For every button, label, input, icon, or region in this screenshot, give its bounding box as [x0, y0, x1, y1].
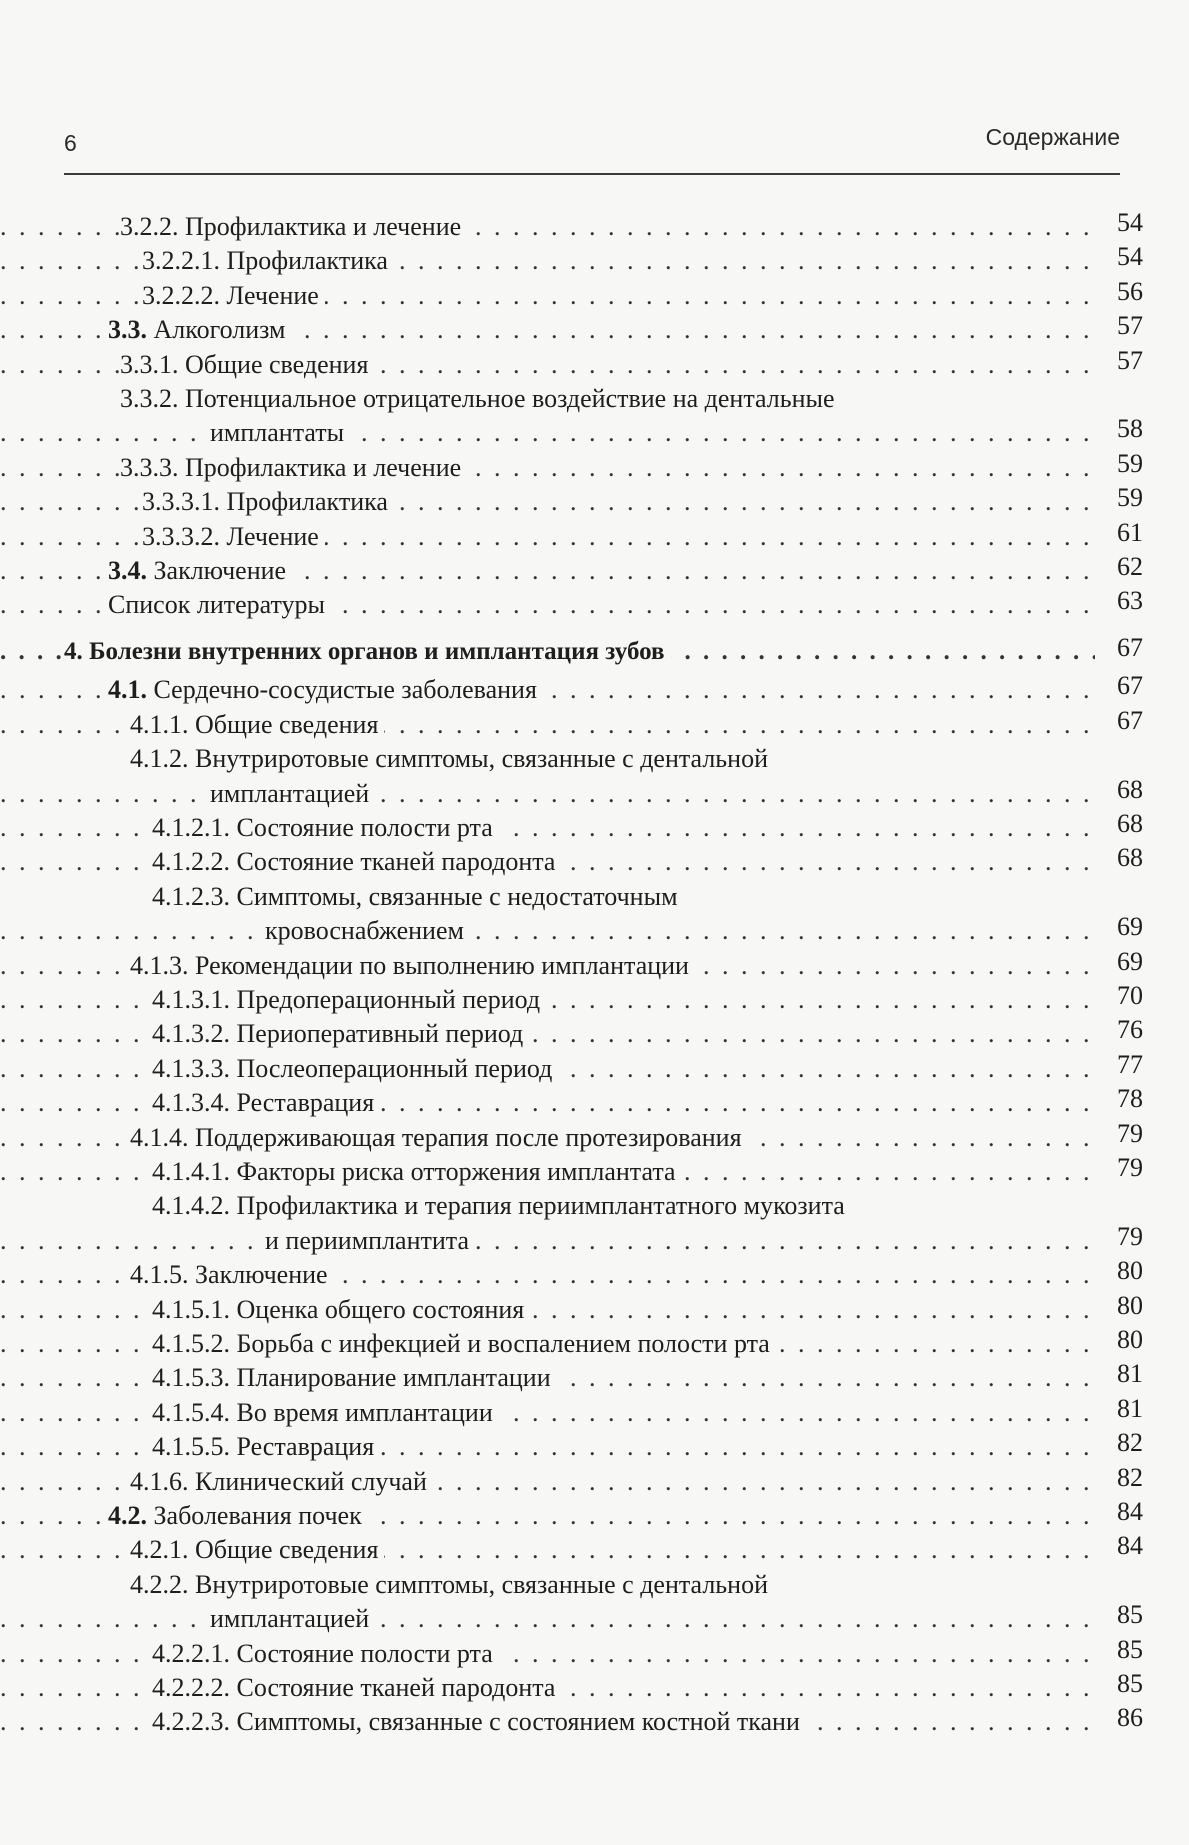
toc-entry-text [130, 710, 384, 739]
toc-entry-text [120, 212, 467, 241]
toc-entry-continuation: имплантаты [210, 418, 350, 447]
toc-entry-text [152, 1157, 682, 1186]
toc-entry[interactable] [0, 1327, 1143, 1361]
toc-entry-title: Состояние тканей пародонта [236, 847, 556, 877]
toc-entry[interactable] [0, 1052, 1143, 1086]
toc-entry-number: 4.1.4.2. [152, 1191, 230, 1221]
toc-entry[interactable] [0, 1293, 1143, 1327]
toc-entry[interactable] [0, 1121, 1143, 1155]
toc-entry[interactable] [0, 210, 1143, 244]
toc-entry[interactable] [0, 1361, 1143, 1395]
toc-entry-title: Факторы риска отторжения имплантата [236, 1156, 676, 1186]
toc-entry-text [142, 487, 394, 516]
toc-entry-text [152, 985, 546, 1014]
page-number: 6 [64, 130, 77, 156]
toc-entry-text [152, 1363, 557, 1392]
toc-entry[interactable] [0, 451, 1143, 485]
toc-entry-number: 3.3.3. [120, 452, 179, 482]
toc-entry-number: 4.1.3.3. [152, 1053, 230, 1083]
toc-entry-number: 4.2.2. [130, 1569, 189, 1599]
toc-entry-continuation: кровоснабжением [265, 916, 470, 945]
toc-entry[interactable] [0, 244, 1143, 278]
toc-entry-title: Заключение [153, 556, 287, 586]
toc-entry-title: Предоперационный период [236, 984, 541, 1014]
toc-page-number: 56 [1095, 279, 1143, 309]
toc-entry-title: Состояние тканей пародонта [236, 1673, 556, 1703]
toc-entry-title: Общие сведения [195, 709, 379, 739]
toc-page-number: 68 [1095, 811, 1143, 841]
toc-entry[interactable] [0, 1533, 1143, 1567]
toc-page-number: 80 [1095, 1258, 1143, 1288]
toc-page-number: 57 [1095, 348, 1143, 378]
toc-entry-text [130, 1535, 384, 1564]
toc-entry-number: 4.1.3. [130, 950, 189, 980]
toc-entry-number: 4.1.3.4. [152, 1088, 230, 1118]
toc-page-number: 82 [1095, 1430, 1143, 1460]
toc-entry-title: Оценка общего состояния [236, 1294, 525, 1324]
toc-entry-title: Заболевания почек [153, 1501, 362, 1531]
toc-entry[interactable] [0, 1637, 1143, 1671]
toc-entry-title: Потенциальное отрицательное воздействие на дентальные [185, 384, 835, 414]
toc-page-number: 68 [1095, 845, 1143, 875]
toc-entry-title: Поддерживающая терапия после протезирования [195, 1122, 742, 1152]
toc-page-number: 81 [1095, 1361, 1143, 1391]
toc-entry[interactable] [0, 880, 1143, 949]
toc-entry-title: Симптомы, связанные с состоянием костной ткани [236, 1707, 800, 1737]
toc-entry-text [130, 1123, 748, 1152]
toc-entry-title: Общие сведения [185, 349, 369, 379]
toc-entry-number: 4.1. [108, 675, 147, 705]
toc-entry[interactable] [0, 554, 1143, 588]
toc-entry[interactable] [0, 348, 1143, 382]
toc-page-number: 77 [1095, 1052, 1143, 1082]
toc-entry-number: 4.1.2.3. [152, 881, 230, 911]
toc-entry-text [108, 590, 331, 619]
toc-entry-title: Состояние полости рта [236, 812, 493, 842]
toc-entry-text [152, 1673, 561, 1702]
toc-entry-number: 4.1.5.5. [152, 1432, 230, 1462]
toc-entry[interactable] [0, 1671, 1143, 1705]
toc-page-number: 81 [1095, 1396, 1143, 1426]
toc-page-number: 69 [1095, 949, 1143, 979]
toc-entry[interactable] [0, 1396, 1143, 1430]
toc-page-number: 59 [1095, 451, 1143, 481]
toc-page-number: 67 [1095, 708, 1143, 738]
toc-entry-text [120, 350, 374, 379]
toc-entry-title: Реставрация [236, 1088, 375, 1118]
toc-page-number: 63 [1095, 588, 1143, 618]
toc-entry-continuation: и периимплантита [265, 1226, 475, 1255]
toc-page-number: 62 [1095, 554, 1143, 584]
toc-entry[interactable] [0, 1189, 1143, 1258]
toc-entry[interactable] [0, 1258, 1143, 1292]
toc-entry-number: 3.2.2.2. [142, 280, 220, 310]
toc-entry[interactable] [0, 1155, 1143, 1189]
toc-page-number: 82 [1095, 1465, 1143, 1495]
toc-entry-title: Внутриротовые симптомы, связанные с дентальной [195, 744, 768, 774]
toc-entry-text [108, 1501, 368, 1530]
toc-entry-title: Алкоголизм [153, 315, 286, 345]
toc-entry-number: 4.1.5.3. [152, 1363, 230, 1393]
toc-entry-number: 4.1.5. [130, 1260, 189, 1290]
toc-entry-number: 4.1.6. [130, 1466, 189, 1496]
toc-page-number: 85 [1095, 1671, 1143, 1701]
toc-entry-number: 4.1.2.2. [152, 847, 230, 877]
toc-entry-text [108, 675, 543, 704]
toc-page-number: 85 [1095, 1598, 1143, 1632]
toc-entry-text [130, 951, 695, 980]
toc-entry-text [152, 1054, 558, 1083]
toc-page-number: 86 [1095, 1705, 1143, 1735]
toc-entry-text [152, 1432, 380, 1461]
running-head: Содержание [985, 124, 1120, 150]
toc-page-number: 76 [1095, 1017, 1143, 1047]
toc-entry-text [152, 1088, 380, 1117]
toc-entry-number: 4.1.4. [130, 1122, 189, 1152]
toc-entry-title: Список литературы [108, 590, 325, 620]
toc-entry-text [108, 315, 291, 344]
toc-entry-title: Состояние полости рта [236, 1638, 493, 1668]
table-of-contents [0, 210, 1189, 1740]
toc-page-number: 80 [1095, 1293, 1143, 1323]
toc-entry-text [120, 453, 467, 482]
toc-entry[interactable] [0, 1499, 1143, 1533]
toc-page-number: 80 [1095, 1327, 1143, 1357]
toc-entry-number: 4.1.3.1. [152, 984, 230, 1014]
toc-entry-title: Заключение [195, 1260, 328, 1290]
toc-page-number: 84 [1095, 1499, 1143, 1529]
toc-entry-number: 4.1.2. [130, 744, 189, 774]
toc-entry-number: 4.1.4.1. [152, 1156, 230, 1186]
toc-page-number: 67 [1095, 635, 1143, 665]
toc-entry-title: Планирование имплантации [236, 1363, 551, 1393]
toc-entry-text [142, 281, 325, 310]
toc-page-number: 79 [1095, 1121, 1143, 1151]
toc-entry[interactable] [0, 1086, 1143, 1120]
toc-entry-title: Профилактика и терапия периимплантатного мукозита [236, 1191, 845, 1221]
toc-page-number: 68 [1095, 773, 1143, 807]
toc-entry-number: 4.1.5.1. [152, 1294, 230, 1324]
toc-entry-text [152, 1639, 499, 1668]
toc-entry[interactable] [0, 811, 1143, 845]
toc-entry[interactable] [0, 1705, 1143, 1739]
toc-entry[interactable] [0, 485, 1143, 519]
toc-entry-text [142, 246, 394, 275]
toc-page-number: 57 [1095, 313, 1143, 343]
toc-entry-title: Борьба с инфекцией и воспалением полости рта [236, 1329, 770, 1358]
toc-entry-title: Профилактика [226, 246, 388, 276]
toc-entry-number: 4.2.2.3. [152, 1707, 230, 1737]
toc-page-number: 54 [1095, 210, 1143, 240]
toc-entry-number: 3.2.2. [120, 212, 179, 241]
toc-entry-text [152, 813, 499, 842]
header-rule [64, 173, 1120, 175]
toc-entry-text [152, 1707, 806, 1736]
toc-entry-text [152, 1295, 530, 1324]
toc-entry-text [152, 847, 561, 876]
toc-entry-number: 4.2.2.2. [152, 1673, 230, 1703]
toc-page-number: 79 [1095, 1220, 1143, 1254]
toc-entry-number: 4.2. [108, 1501, 147, 1531]
toc-page-number: 59 [1095, 485, 1143, 515]
toc-entry[interactable] [0, 520, 1143, 554]
toc-entry[interactable] [0, 673, 1143, 707]
toc-entry[interactable] [0, 1017, 1143, 1051]
toc-page-number: 54 [1095, 244, 1143, 274]
toc-entry-title: Послеоперационный период [236, 1053, 553, 1083]
toc-entry-title: Симптомы, связанные с недостаточным [236, 881, 678, 911]
toc-entry-title: Болезни внутренних органов и имплантация зубов [89, 637, 665, 665]
toc-entry-continuation: имплантацией [210, 779, 375, 808]
toc-entry[interactable] [0, 588, 1143, 622]
toc-entry-number: 4.1.3.2. [152, 1019, 230, 1049]
toc-entry[interactable] [0, 279, 1143, 313]
toc-page-number: 84 [1095, 1533, 1143, 1563]
toc-entry-text [64, 638, 671, 665]
toc-entry-number: 3.3.1. [120, 349, 179, 379]
toc-entry-title: Реставрация [236, 1432, 375, 1462]
toc-entry-text [152, 1019, 529, 1048]
toc-entry-text [130, 1260, 334, 1289]
toc-entry[interactable] [0, 313, 1143, 347]
toc-entry-text [142, 522, 325, 551]
toc-entry-number: 3.3. [108, 315, 147, 345]
toc-entry-text [108, 556, 292, 585]
page-header [64, 122, 1120, 174]
toc-entry[interactable] [0, 845, 1143, 879]
toc-entry-number: 4. [64, 637, 83, 665]
toc-page-number: 70 [1095, 983, 1143, 1013]
toc-page-number: 79 [1095, 1155, 1143, 1185]
toc-entry[interactable] [0, 1568, 1143, 1637]
toc-entry-number: 3.3.3.1. [142, 487, 220, 517]
toc-entry[interactable] [0, 949, 1143, 983]
toc-entry-title: Профилактика и лечение [185, 212, 462, 241]
toc-entry-title: Клинический случай [195, 1466, 427, 1496]
toc-entry-title: Лечение [226, 521, 319, 551]
toc-entry-title: Профилактика [226, 487, 388, 517]
toc-entry-number: 3.4. [108, 556, 147, 586]
toc-entry-text [152, 1329, 776, 1358]
toc-entry-number: 3.2.2.1. [142, 246, 220, 276]
toc-entry-continuation: имплантацией [210, 1604, 375, 1633]
toc-entry-title: Сердечно-сосудистые заболевания [153, 675, 537, 705]
toc-entry[interactable] [0, 1465, 1143, 1499]
toc-entry[interactable] [0, 742, 1143, 811]
toc-entry-text [130, 1467, 433, 1496]
toc-entry[interactable] [0, 1430, 1143, 1464]
toc-entry-number: 4.2.1. [130, 1535, 189, 1565]
toc-entry-number: 4.1.2.1. [152, 812, 230, 842]
toc-entry-title: Внутриротовые симптомы, связанные с дентальной [195, 1569, 768, 1599]
toc-entry-number: 4.1.5.2. [152, 1329, 230, 1358]
toc-entry-title: Рекомендации по выполнению имплантации [195, 950, 689, 980]
toc-entry[interactable] [0, 983, 1143, 1017]
toc-page-number: 85 [1095, 1637, 1143, 1667]
toc-entry-title: Периоперативный период [236, 1019, 524, 1049]
toc-page-number: 69 [1095, 910, 1143, 944]
toc-entry-number: 4.1.1. [130, 709, 189, 739]
toc-entry-title: Общие сведения [195, 1535, 379, 1565]
toc-entry-number: 3.3.2. [120, 384, 179, 414]
toc-entry-number: 3.3.3.2. [142, 521, 220, 551]
toc-page-number: 58 [1095, 412, 1143, 446]
toc-entry-text [152, 1398, 499, 1427]
toc-page-number: 67 [1095, 673, 1143, 703]
toc-entry[interactable] [0, 708, 1143, 742]
toc-entry[interactable] [0, 382, 1143, 451]
toc-entry-title: Лечение [226, 280, 319, 310]
toc-entry-number: 4.2.2.1. [152, 1638, 230, 1668]
toc-entry-title: Профилактика и лечение [185, 452, 462, 482]
toc-entry[interactable] [0, 635, 1143, 669]
toc-entry-number: 4.1.5.4. [152, 1397, 230, 1427]
toc-page-number: 78 [1095, 1086, 1143, 1116]
toc-entry-title: Во время имплантации [236, 1397, 493, 1427]
toc-page-number: 61 [1095, 520, 1143, 550]
